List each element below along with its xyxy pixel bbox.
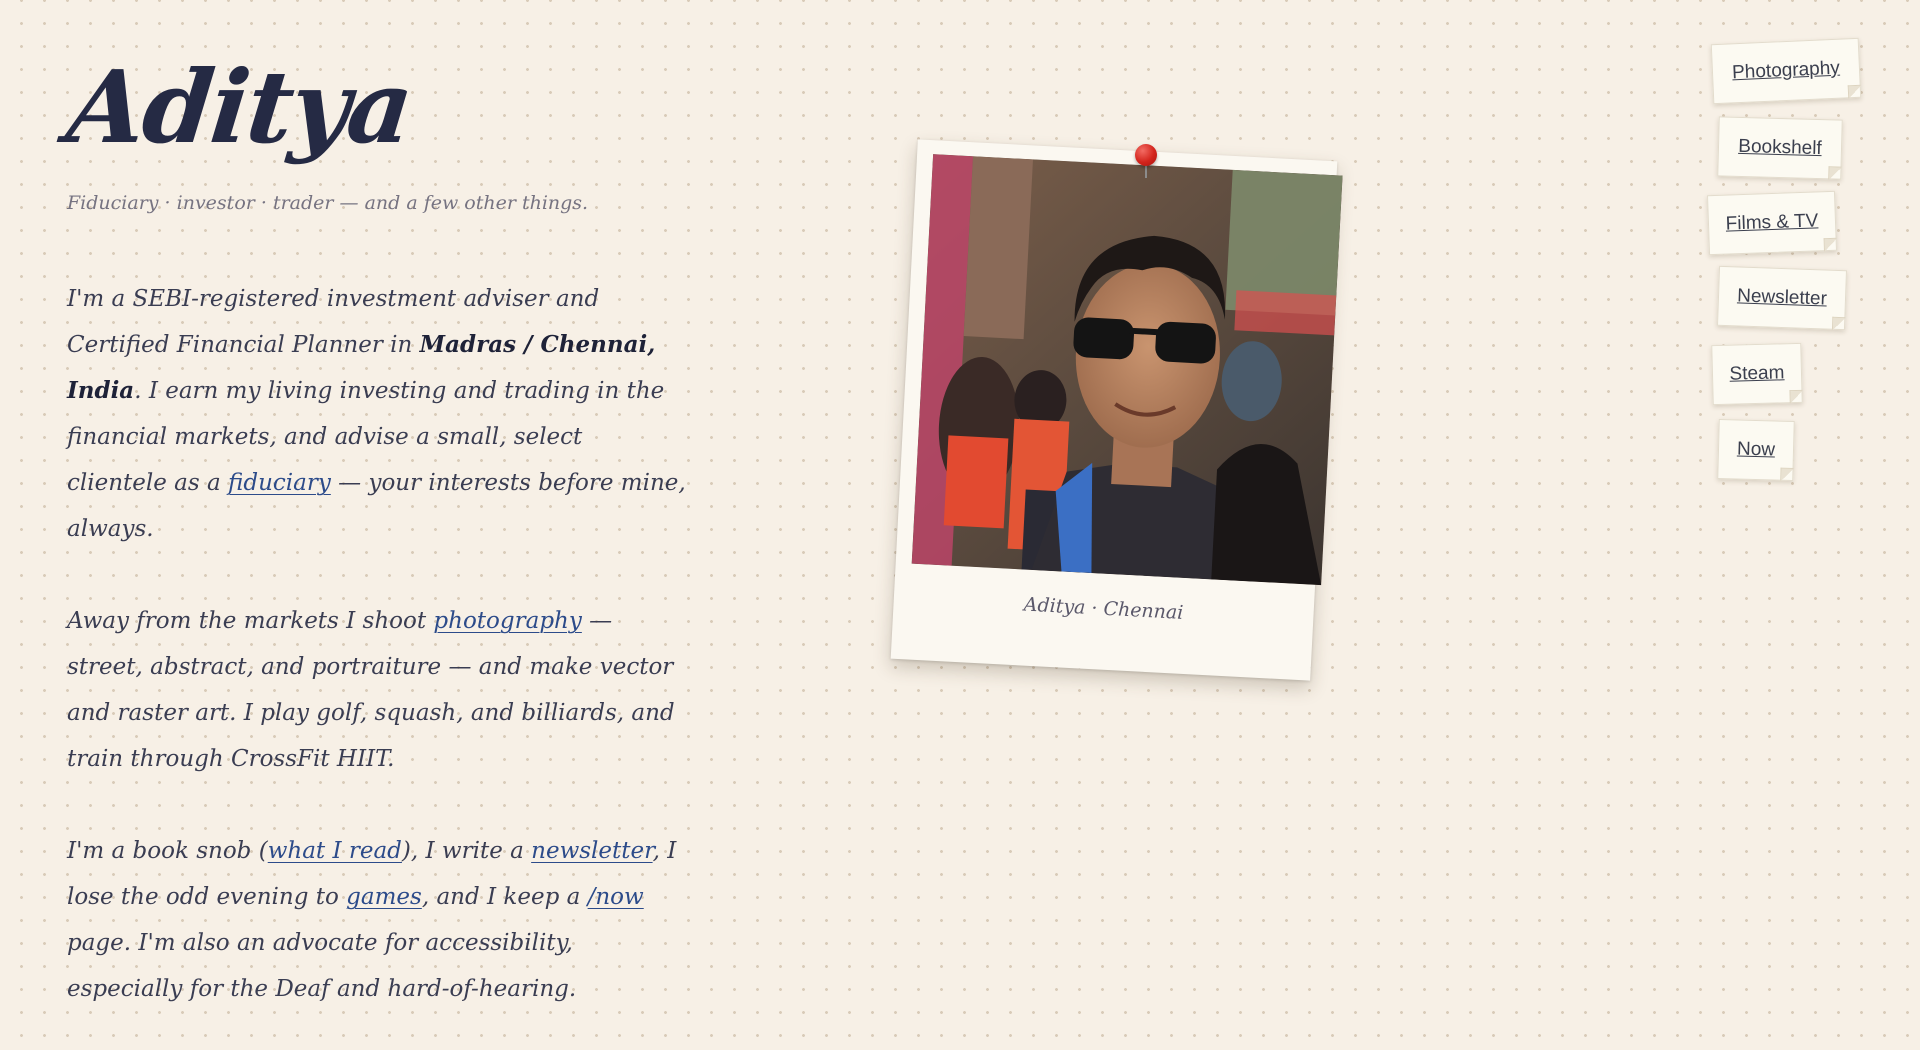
bio-text: I'm a SEBI-registered investment adviser and Certified Financial Planner in bbox=[67, 286, 600, 358]
pushpin-head bbox=[1135, 144, 1157, 166]
nav-steam[interactable]: Steam bbox=[1711, 343, 1803, 405]
profile-photo bbox=[912, 154, 1343, 585]
bio-text: — street, abstract, and portraiture — and make vector and raster art. I play golf, squash, and billiards, and train through CrossFit HIIT. bbox=[67, 608, 675, 772]
bio-paragraph-1 bbox=[67, 276, 687, 552]
fiduciary-link[interactable]: fiduciary bbox=[228, 470, 331, 496]
nav-now[interactable]: Now bbox=[1717, 419, 1795, 481]
pushpin-needle bbox=[1145, 164, 1147, 178]
bio-text: — your interests before mine, always. bbox=[67, 470, 686, 542]
games-link[interactable]: games bbox=[346, 884, 422, 910]
what-i-read-link[interactable]: what I read bbox=[267, 838, 402, 864]
photo-caption: Aditya · Chennai bbox=[1023, 593, 1184, 624]
bio-paragraph-3 bbox=[67, 828, 687, 1012]
portrait-image bbox=[912, 154, 1343, 585]
tagline: Fiduciary · investor · trader — and a few other things. bbox=[67, 192, 589, 214]
bio-text: . I earn my living investing and trading in the financial markets, and advise a small, select clientele as a bbox=[67, 378, 665, 496]
polaroid-card bbox=[891, 139, 1338, 680]
bio-text: I'm a book snob ( bbox=[67, 838, 268, 864]
bio-text: ), I write a bbox=[401, 838, 532, 864]
bio-text: page. I'm also an advocate for accessibility, especially for the Deaf and hard-of-hearing. bbox=[67, 930, 577, 1002]
nav-photography[interactable]: Photography bbox=[1711, 38, 1861, 104]
nav-films-tv[interactable]: Films & TV bbox=[1707, 191, 1837, 255]
bio-paragraph-2 bbox=[67, 598, 687, 782]
bio-section bbox=[67, 276, 687, 1050]
pushpin-icon bbox=[1135, 144, 1157, 166]
bio-text: , and I keep a bbox=[421, 884, 588, 910]
newsletter-link[interactable]: newsletter bbox=[531, 838, 653, 864]
now-link[interactable]: /now bbox=[587, 884, 644, 910]
nav-bookshelf[interactable]: Bookshelf bbox=[1717, 116, 1843, 179]
page-title: Aditya bbox=[61, 48, 417, 166]
bio-text: Away from the markets I shoot bbox=[67, 608, 434, 634]
location-text: Madras / Chennai, India bbox=[67, 331, 656, 404]
nav-newsletter[interactable]: Newsletter bbox=[1717, 266, 1847, 330]
bio-text: , I lose the odd evening to bbox=[67, 838, 677, 910]
photography-link[interactable]: photography bbox=[433, 608, 582, 634]
